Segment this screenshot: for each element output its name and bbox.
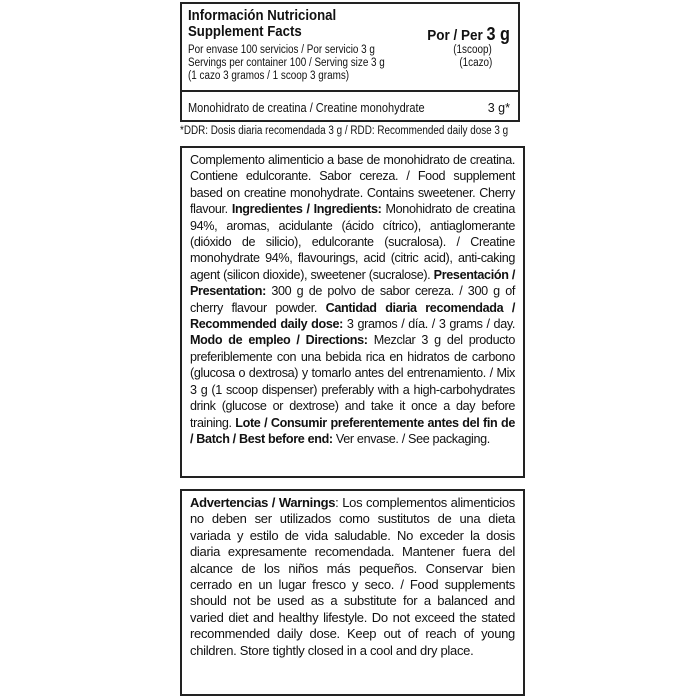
servings-row-en [188, 57, 512, 70]
facts-header [188, 8, 512, 46]
scoop-line-row [188, 70, 512, 83]
warnings-text: : Los complementos alimenticios no deben ser utilizados como sustitutos de una dieta variada y estilo de vida saludable. No exceder la dosis diaria expresamente recomendada. Mantener fuera del alcance de los niños más pequeños. Conservar bien cerrado en un lugar fresco y seco. / Food supplements should not be used as a substitute for a balanced and varied diet and healthy lifestyle. Do not exceed the stated recommended daily dose. Keep out of reach of young children. Store tightly closed in a cool and dry place. [190, 495, 515, 658]
product-info-box [180, 146, 525, 478]
dose-text: 3 gramos / día. / 3 grams / day. [346, 317, 516, 332]
warnings-box [180, 489, 525, 696]
batch-text: Ver envase. / See packaging. [335, 431, 490, 446]
directions-label: Modo de empleo / Directions: [190, 333, 368, 348]
warnings-paragraph [190, 495, 515, 659]
per-amount: 3 g [486, 24, 510, 44]
ingredient-name: Monohidrato de creatina / Creatine monohydrate [188, 101, 425, 115]
scoop-en: (1scoop) [453, 44, 492, 56]
ingredients-label: Ingredientes / Ingredients: [231, 202, 382, 217]
product-info-text [190, 152, 515, 447]
dose-label: Cantidad diaria recomendada / Recommended daily dose: [190, 300, 515, 332]
scoop-es: (1cazo) [459, 57, 492, 69]
ingredient-row [188, 101, 510, 115]
directions-text: Mezclar 3 g del producto preferiblemente con una bebida rica en hidratos de carbono (glucosa o dextrosa) y tomarlo antes del entrenamiento. / Mix 3 g (1 scoop dispenser) preferably with a high-carbohydrates drink (glucose or dextrose) and take it once a day before training. [190, 333, 515, 430]
scoop-line: (1 cazo 3 gramos / 1 scoop 3 grams) [188, 70, 350, 82]
rdd-footnote: *DDR: Dosis diaria recomendada 3 g / RDD: Recommended daily dose 3 g [180, 125, 509, 137]
presentation-label: Presentación / Presentation: [190, 267, 515, 299]
supplement-facts-panel [180, 2, 520, 122]
per-serving-label [427, 24, 510, 45]
warnings-label: Advertencias / Warnings [190, 495, 336, 510]
facts-title-es: Información Nutricional [188, 7, 337, 24]
presentation-text: 300 g de polvo de sabor cereza. / 300 g of cherry flavour powder. [190, 284, 515, 315]
ingredient-amount: 3 g* [487, 101, 510, 115]
facts-title-en: Supplement Facts [188, 23, 302, 40]
per-label: Por / Per [427, 27, 483, 44]
facts-divider [182, 90, 518, 92]
servings-es: Por envase 100 servicios / Por servicio 3 g [188, 44, 375, 56]
intro-text: Complemento alimenticio a base de monohidrato de creatina. Contiene edulcorante. Sabor cereza. / Food supplement based on creatine monohydrate. Contains sweetener. Cherry flavour. [190, 153, 515, 217]
ingredients-text: Monohidrato de creatina 94%, aromas, acidulante (ácido cítrico), antiaglomerante (dióxido de silicio), edulcorante (sucralosa). / Creatine monohydrate 94%, flavourings, acid (citric acid), anti-caking agent (silicon dioxide), sweetener (sucralose). [190, 202, 515, 282]
servings-en: Servings per container 100 / Serving size 3 g [188, 57, 385, 69]
servings-row-es [188, 44, 512, 57]
batch-label: Lote / Consumir preferentemente antes del fin de / Batch / Best before end: [190, 415, 515, 446]
